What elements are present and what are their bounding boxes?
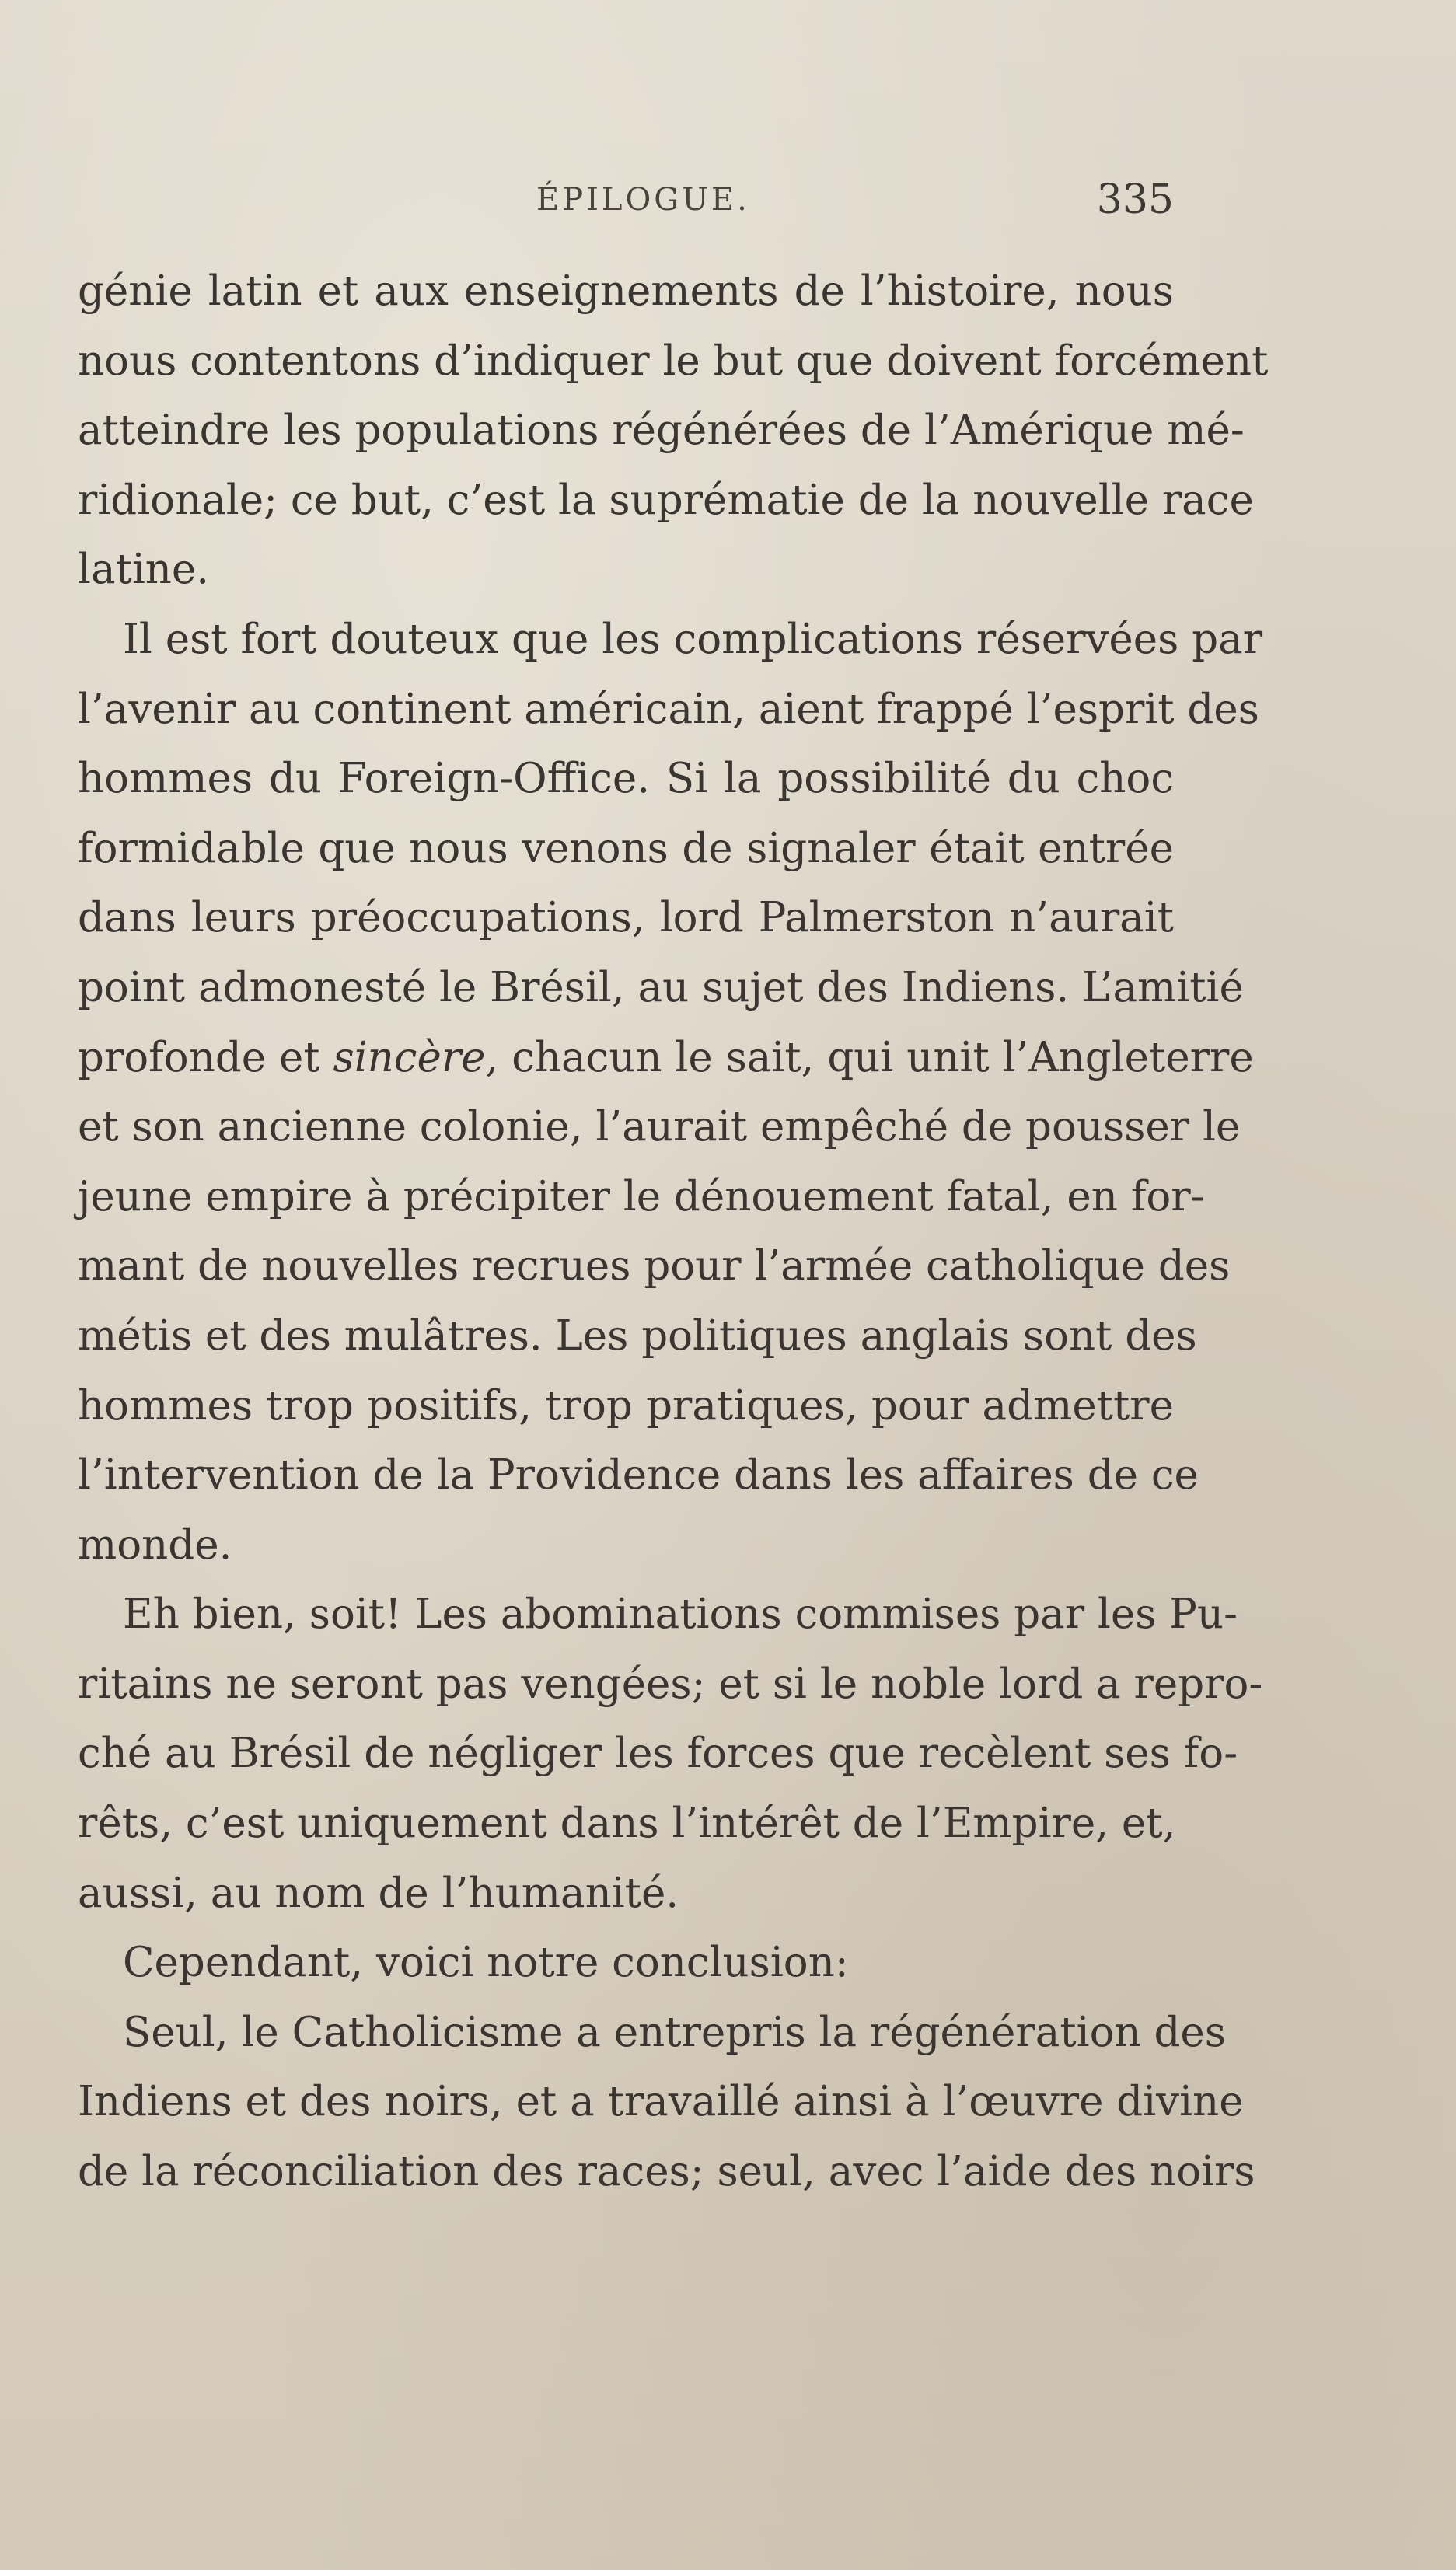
body-text — [78, 257, 1269, 2207]
text-segment: , chacun le sait, qui unit l’Angleterre — [485, 1033, 1254, 1081]
text-line: génie latin et aux enseignements de l’histoire, nous — [78, 267, 1174, 315]
text-line: et son ancienne colonie, l’aurait empêché de pousser le — [78, 1103, 1241, 1151]
text-line: de la réconciliation des races; seul, avec l’aide des noirs — [78, 2148, 1255, 2196]
text-line: hommes du Foreign-Office. Si la possibilité du choc — [78, 755, 1174, 803]
page-header — [78, 173, 1174, 227]
text-line: atteindre les populations régénérées de l’Amérique mé- — [78, 407, 1245, 455]
text-line: mant de nouvelles recrues pour l’armée catholique des — [78, 1242, 1231, 1290]
text-line: Il est fort douteux que les complications réservées par — [123, 615, 1263, 663]
text-line: point admonesté le Brésil, au sujet des Indiens. L’amitié — [78, 963, 1244, 1011]
italic-word: sincère — [333, 1033, 486, 1081]
text-line: dans leurs préoccupations, lord Palmerston n’aurait — [78, 894, 1174, 942]
text-line: ridionale; ce but, c’est la suprématie de la nouvelle race — [78, 476, 1254, 524]
text-line: formidable que nous venons de signaler était entrée — [78, 824, 1174, 872]
text-line: Seul, le Catholicisme a entrepris la régénération des — [123, 2008, 1226, 2056]
text-line: ritains ne seront pas vengées; et si le noble lord a repro- — [78, 1660, 1263, 1708]
text-line: monde. — [78, 1521, 232, 1569]
text-line: métis et des mulâtres. Les politiques anglais sont des — [78, 1311, 1197, 1360]
text-line: Cependant, voici notre conclusion: — [123, 1939, 849, 1987]
text-line: rêts, c’est uniquement dans l’intérêt de l’Empire, et, — [78, 1800, 1176, 1848]
text-line: hommes trop positifs, trop pratiques, pour admettre — [78, 1381, 1174, 1430]
text-line: Indiens et des noirs, et a travaillé ainsi à l’œuvre divine — [78, 2078, 1244, 2126]
text-line: Eh bien, soit! Les abominations commises par les Pu- — [123, 1591, 1238, 1639]
page-number: 335 — [1096, 176, 1174, 223]
text-line: l’avenir au continent américain, aient frappé l’esprit des — [78, 685, 1259, 733]
running-title: ÉPILOGUE. — [536, 182, 750, 218]
text-line: nous contentons d’indiquer le but que doivent forcément — [78, 337, 1269, 385]
text-segment: profonde et — [78, 1033, 320, 1081]
text-line: l’intervention de la Providence dans les affaires de ce — [78, 1451, 1199, 1500]
text-line: ché au Brésil de négliger les forces que recèlent ses fo- — [78, 1730, 1238, 1778]
text-line: aussi, au nom de l’humanité. — [78, 1869, 679, 1917]
text-line: latine. — [78, 546, 210, 594]
text-line: jeune empire à précipiter le dénouement fatal, en for- — [78, 1172, 1205, 1220]
text-line — [78, 1023, 1254, 1093]
